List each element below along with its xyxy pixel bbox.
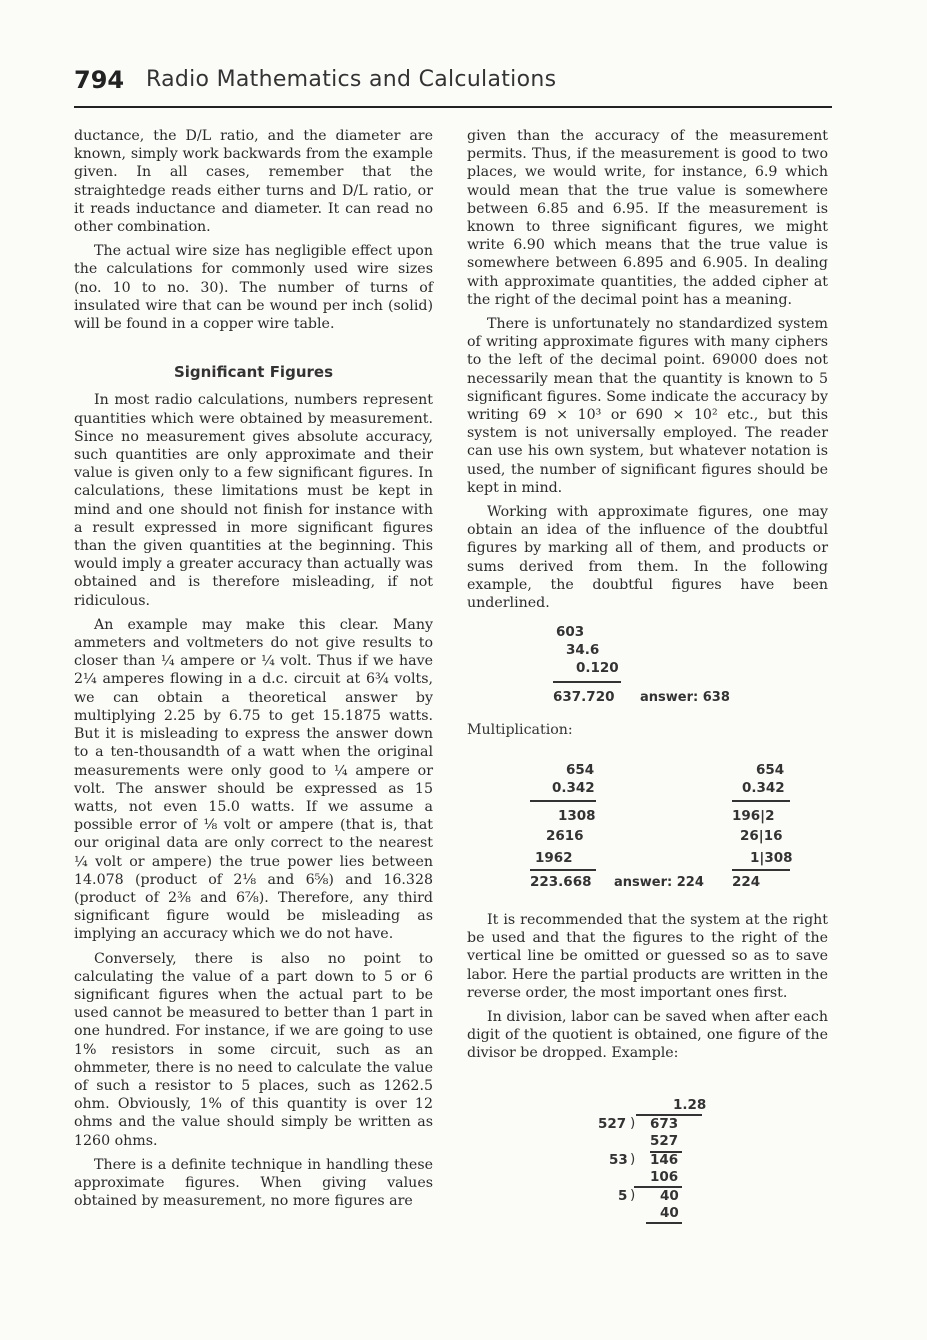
answer: answer: 224 [614,875,704,890]
partial-product: 1308 [558,808,596,824]
right-column-lower [467,911,828,1069]
factor: 0.342 [552,780,595,796]
sum: 637.720 [553,689,615,705]
factor: 654 [566,762,595,778]
result: 224 [732,874,761,890]
quotient: 1.28 [673,1097,707,1113]
running-title: Radio Mathematics and Calculations [146,67,557,92]
factor: 0.342 [742,780,785,796]
result: 223.668 [530,874,592,890]
paragraph: ductance, the D/L ratio, and the diameter are known, simply work backwards from the example given. In all cases, remember that the straightedge reads either turns and D/L ratio, or it reads inductance and diameter. It can read no other combination. [74,128,433,236]
addend: 0.120 [576,660,619,676]
page-number: 794 [74,66,125,94]
partial-product: 2616 [546,828,584,844]
paragraph: given than the accuracy of the measurement permits. Thus, if the measurement is good to two places, we would write, for instance, 6.9 which would mean that the true value is somewhere between 6.85 and 6.95. If the measurement is known to three significant figures, we might write 6.90 which means that the true value is somewhere between 6.895 and 6.905. In dealing with approximate quantities, the added cipher at the right of the decimal point has a meaning. [467,128,828,308]
paragraph: Working with approximate figures, one may obtain an idea of the influence of the doubtful figures by marking all of them, and products or sums derived from them. In the following example, the doubtful figures have been underlined. [467,504,828,612]
partial-product: 26|16 [740,828,783,844]
subtrahend: 527 [650,1133,679,1149]
dividend: 673 [650,1116,679,1132]
section-heading: Significant Figures [173,363,333,382]
product-rule [530,800,596,802]
addend: 34.6 [566,642,600,658]
paragraph: It is recommended that the system at the right be used and that the figures to the right of the vertical line be omitted or guessed so as to save labor. Here the partial products are written in the reverse order, the most important ones first. [467,912,828,1001]
sum-rule [553,681,621,683]
paragraph: An example may make this clear. Many ammeters and voltmeters do not give results to closer than ¼ ampere or ¼ volt. Thus if we have 2¼ amperes flowing in a d.c. circuit at 6¾ volts, we can obtain a theoretical answer by multiplying 2.25 by 6.75 to get 15.1875 watts. But it is misleading to express the answer down to a ten-thousandth of a watt when the original measurements were only good to ¼ ampere or volt. The answer should be expressed as 15 watts, not even 15.0 watts. If we assume a possible error of ⅛ volt or ampere (that is, that our original data are only correct to the nearest ¼ volt or ampere) the true power lies between 14.078 (product of 2⅛ and 6⅝) and 16.328 (product of 2⅜ and 6⅞). Therefore, any third significant figure would be misleading as implying an accuracy which we do not have. [74,616,433,943]
subtrahend: 40 [660,1205,679,1221]
paragraph: There is a definite technique in handling these approximate figures. When giving values obtained by measurement, no more figures are [74,1156,433,1210]
dividend: 146 [650,1152,679,1168]
product-rule [732,800,790,802]
partial-product: 196|2 [732,808,775,824]
paragraph: In division, labor can be saved when after each digit of the quotient is obtained, one figure of the divisor be dropped. Example: [467,1009,828,1062]
factor: 654 [756,762,785,778]
subtrahend: 106 [650,1169,679,1185]
result-rule [732,869,790,871]
left-column [74,127,433,1216]
subtract-rule [646,1222,682,1224]
addend: 603 [556,624,585,640]
divisor: 5 [618,1188,628,1204]
right-column [467,127,828,618]
paragraph: The actual wire size has negligible effect upon the calculations for commonly used wire sizes (no. 10 to no. 30). The number of turns of insulated wire that can be wound per inch (solid) will be found in a copper wire table. [74,243,433,333]
answer: answer: 638 [640,690,730,705]
paragraph: In most radio calculations, numbers represent quantities which were obtained by measurement. Since no measurement gives absolute accuracy, such quantities are only approximate and their value is given only to a few significant figures. In calculations, these limitations must be kept in mind and one should not finish for instance with a result expressed in more significant figures than the given quantities at the beginning. This would imply a greater accuracy than actually was obtained and is therefore misleading, if not ridiculous. [74,392,433,609]
paragraph: There is unfortunately no standardized system of writing approximate figures with many ciphers to the left of the decimal point. 69000 does not necessarily mean that the quantity is known to 5 significant figures. Some indicate the accuracy by writing 69 × 10³ or 690 × 10² etc., but this system is not universally employed. The reader can use his own system, but whatever notation is used, the number of significant figures should be kept in mind. [467,316,828,496]
multiplication-label: Multiplication: [467,722,573,738]
divisor: 53 [609,1152,628,1168]
page-header [74,66,832,108]
dividend: 40 [660,1188,679,1204]
partial-product: 1962 [535,850,573,866]
result-rule [530,869,596,871]
divisor: 527 [598,1116,627,1132]
partial-product: 1|308 [750,850,793,866]
paragraph: Conversely, there is also no point to calculating the value of a part down to 5 or 6 significant figures when the actual part to be used cannot be measured to better than 1 part in one hundred. For instance, if we are going to use 1% resistors in some circuit, such as an ohmmeter, there is no need to calculate the value of such a resistor to 5 places, such as 1262.5 ohm. Obviously, 1% of this quantity is over 12 ohms and the value should simply be written as 1260 ohms. [74,950,433,1149]
